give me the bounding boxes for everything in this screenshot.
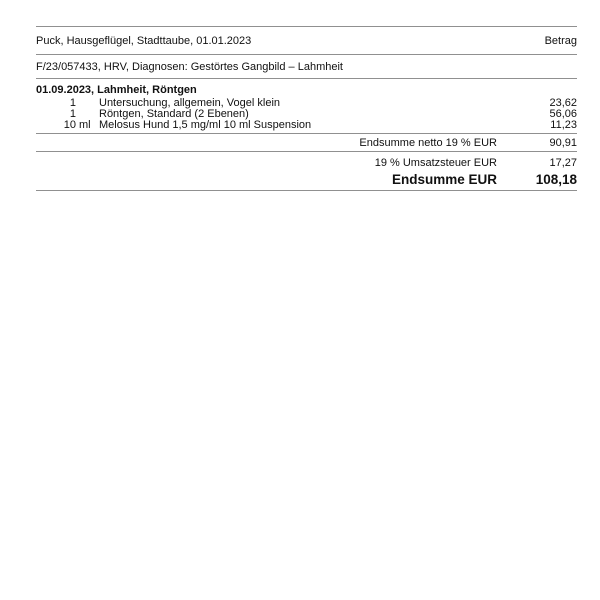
net-total-label: Endsumme netto 19 % EUR (359, 136, 497, 149)
divider-after-net (36, 151, 577, 152)
case-row (36, 55, 577, 78)
item-unit: ml (79, 119, 91, 131)
item-amount: 11,23 (550, 119, 577, 131)
item-quantity: 1 (69, 97, 76, 109)
item-description: Melosus Hund 1,5 mg/ml 10 ml Suspension (99, 120, 312, 131)
divider-bottom (36, 190, 577, 191)
item-description: Röntgen, Standard (2 Ebenen) (99, 109, 249, 120)
vat-row (36, 157, 577, 168)
item-amount: 23,62 (549, 97, 577, 109)
grand-total-amount: 108,18 (535, 172, 577, 187)
patient-info-line: Puck, Hausgeflügel, Stadttaube, 01.01.2023 (36, 34, 252, 47)
grand-total-label: Endsumme EUR (391, 172, 497, 187)
item-quantity: 1 (69, 108, 76, 120)
invoice-header-row (36, 27, 577, 54)
case-diagnosis-line: F/23/057433, HRV, Diagnosen: Gestörtes Gangbild – Lahmheit (36, 60, 343, 73)
treatment-section-title: 01.09.2023, Lahmheit, Röntgen (36, 84, 197, 96)
item-description: Untersuchung, allgemein, Vogel klein (99, 98, 281, 109)
vat-label: 19 % Umsatzsteuer EUR (374, 157, 497, 169)
divider-after-case (36, 78, 577, 79)
item-quantity: 10 (63, 119, 76, 131)
vat-amount: 17,27 (549, 157, 577, 169)
table-row (36, 98, 577, 109)
net-total-amount: 90,91 (549, 136, 577, 149)
grand-total-row (36, 172, 577, 187)
table-row (36, 120, 577, 131)
item-table (36, 98, 577, 131)
table-row (36, 109, 577, 120)
invoice-document (36, 26, 577, 191)
item-amount: 56,06 (549, 108, 577, 120)
net-total-row (36, 134, 577, 151)
amount-column-header: Betrag (544, 34, 577, 47)
